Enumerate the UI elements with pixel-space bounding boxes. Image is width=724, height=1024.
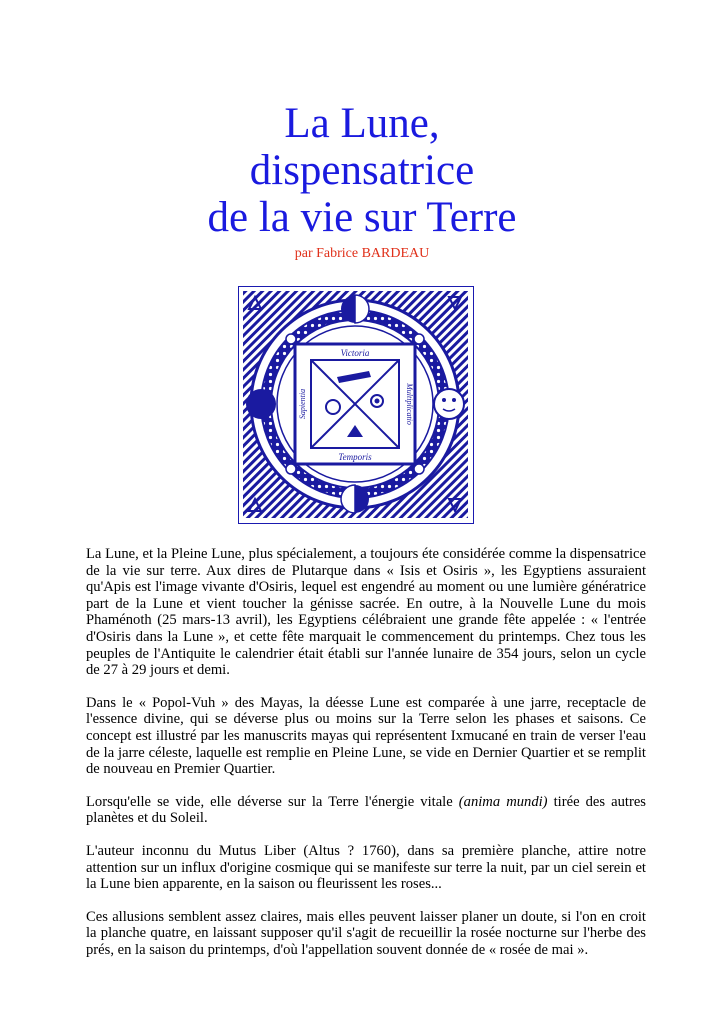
paragraph-1: La Lune, et la Pleine Lune, plus spécialement, a toujours éte considérée comme la dispensatrice de la vie sur terre. Aux dires de Plutarque dans « Isis et Osiris », les Egyptiens assuraient qu'Apis est l'image vivante d'Osiris, lequel est engendré au moment ou une lumière génératrice part de la Lune et vient toucher la génisse sacrée. En outre, à la Nouvelle Lune du mois Phaménoth (25 mars-13 avril), les Egyptiens célébraient une grande fête appelée : « l'entrée d'Osiris dans la Lune », et cette fête marquait le commencement du printemps. Chez tous les peuples de l'Antiquite le calendrier était établi sur l'année lunaire de 354 jours, selon un cycle de 27 à 29 jours et demi. xyxy=(86,546,646,679)
apple-icon xyxy=(326,400,340,414)
label-left: Sapientia xyxy=(298,388,307,420)
page-title xyxy=(0,100,724,241)
label-top: Victoria xyxy=(340,348,370,358)
paragraph-3-after: tirée des autres planètes et du Soleil. xyxy=(86,793,646,827)
full-moon-icon xyxy=(434,389,464,419)
paragraph-5: Ces allusions semblent assez claires, mais elles peuvent laisser planer un doute, si l'on en croit la planche quatre, en laissant supposer qu'il s'agit de recueillir la rosée nocturne sur l'herbe des prés, en la saison du printemps, d'où l'appellation souvent donnée de « rosée de mai ». xyxy=(86,908,646,958)
article-body xyxy=(86,546,646,974)
moon-face-eye xyxy=(452,398,456,402)
label-bottom: Temporis xyxy=(338,452,372,462)
paragraph-3 xyxy=(86,794,646,827)
illustration-svg xyxy=(239,287,472,522)
paragraph-2: Dans le « Popol-Vuh » des Mayas, la déesse Lune est comparée à une jarre, receptacle de l'essence divine, qui se déverse plus ou moins sur la Terre selon les phases et saisons. Ce concept est illustré par les manuscrits mayas qui représentent Ixmucané en train de verser l'eau de la jarre céleste, laquelle est remplie en Pleine Lune, se vide en Dernier Quartier et se remplit de nouveau en Premier Quartier. xyxy=(86,694,646,778)
anima-mundi-emphasis: (anima mundi) xyxy=(458,793,548,810)
rose-center xyxy=(375,399,380,404)
title-line-3: de la vie sur Terre xyxy=(207,194,517,241)
paragraph-3-before: Lorsqu'elle se vide, elle déverse sur la Terre l'énergie vitale xyxy=(86,793,459,810)
author-byline: par Fabrice BARDEAU xyxy=(294,246,430,261)
label-right: Multiplicatio xyxy=(405,383,414,425)
title-line-1: La Lune, xyxy=(284,100,440,147)
alchemical-illustration xyxy=(238,286,474,524)
moon-face-eye xyxy=(442,398,446,402)
title-line-2: dispensatrice xyxy=(249,147,475,194)
new-moon-icon xyxy=(246,389,276,419)
paragraph-4: L'auteur inconnu du Mutus Liber (Altus ? 1760), dans sa première planche, attire notre attention sur un influx d'origine cosmique qui se manifeste sur terre la nuit, par un ciel serein et la Lune bien apparente, en la saison ou fleurissent les roses... xyxy=(86,842,646,893)
